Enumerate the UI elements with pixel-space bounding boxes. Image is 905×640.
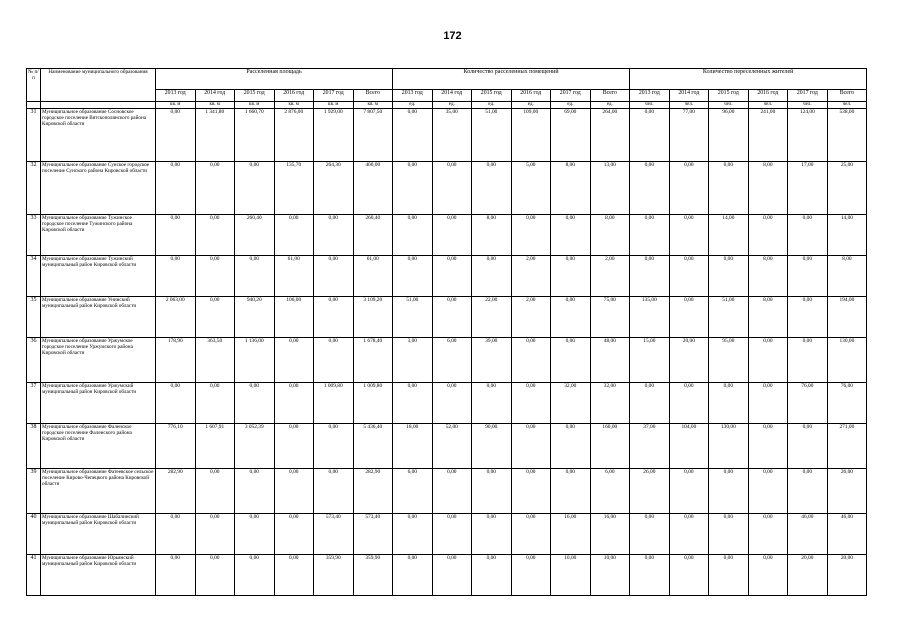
municipality-name: Муниципальное образование Тужинское городское поселение Тужинского района Кировской области xyxy=(41,215,156,256)
value-cell: 0,00 xyxy=(669,215,709,256)
year-header: 2015 год xyxy=(709,90,749,102)
value-cell: 0,00 xyxy=(709,469,749,514)
value-cell: 1 136,00 xyxy=(235,338,275,383)
table-row xyxy=(27,469,867,514)
value-cell: 0,00 xyxy=(195,215,235,256)
value-cell: 0,00 xyxy=(156,514,196,555)
value-cell: 3 109,20 xyxy=(353,297,393,338)
value-cell: 0,00 xyxy=(788,256,828,297)
value-cell: 0,00 xyxy=(235,514,275,555)
value-cell: 130,00 xyxy=(709,424,749,469)
value-cell: 2,00 xyxy=(511,297,551,338)
value-cell: 8,00 xyxy=(472,215,512,256)
value-cell: 25,00 xyxy=(827,162,867,215)
value-cell: 0,00 xyxy=(511,555,551,596)
unit-header: чел. xyxy=(788,102,828,109)
value-cell: 0,00 xyxy=(393,215,433,256)
value-cell: 16,00 xyxy=(590,514,630,555)
year-header: Всего xyxy=(353,90,393,102)
municipality-name: Муниципальное образование Уржумское городское поселение Уржумского района Кировской области xyxy=(41,338,156,383)
value-cell: 0,00 xyxy=(630,215,670,256)
value-cell: 0,00 xyxy=(235,383,275,424)
value-cell: 0,00 xyxy=(551,215,591,256)
row-number: 32 xyxy=(27,162,41,215)
value-cell: 363,50 xyxy=(195,338,235,383)
municipality-name: Муниципальное образование Тужинский муниципальный район Кировской области xyxy=(41,256,156,297)
value-cell: 0,00 xyxy=(511,338,551,383)
value-cell: 0,00 xyxy=(472,383,512,424)
value-cell: 3,00 xyxy=(393,338,433,383)
value-cell: 37,00 xyxy=(630,424,670,469)
value-cell: 5,00 xyxy=(511,162,551,215)
value-cell: 0,00 xyxy=(432,514,472,555)
value-cell: 0,00 xyxy=(709,514,749,555)
number-column-header: № п/п xyxy=(27,69,41,102)
value-cell: 135,70 xyxy=(274,162,314,215)
value-cell: 1 009,80 xyxy=(353,383,393,424)
year-header: 2013 год xyxy=(156,90,196,102)
year-header: 2016 год xyxy=(511,90,551,102)
unit-header-empty xyxy=(27,102,41,109)
value-cell: 0,00 xyxy=(669,256,709,297)
municipality-name: Муниципальное образование Фаленское городское поселение Фаленского района Кировской области xyxy=(41,424,156,469)
row-number: 39 xyxy=(27,469,41,514)
value-cell: 0,00 xyxy=(788,338,828,383)
municipality-name: Муниципальное образование Юрьянский муниципальный район Кировской области xyxy=(41,555,156,596)
value-cell: 0,00 xyxy=(314,256,354,297)
value-cell: 14,00 xyxy=(709,215,749,256)
value-cell: 6,00 xyxy=(393,469,433,514)
value-cell: 0,00 xyxy=(709,555,749,596)
row-number: 41 xyxy=(27,555,41,596)
value-cell: 0,00 xyxy=(472,256,512,297)
value-cell: 0,00 xyxy=(274,338,314,383)
value-cell: 20,00 xyxy=(788,555,828,596)
value-cell: 0,00 xyxy=(156,555,196,596)
value-cell: 20,00 xyxy=(827,555,867,596)
value-cell: 8,00 xyxy=(590,215,630,256)
value-cell: 96,00 xyxy=(709,109,749,162)
value-cell: 10,00 xyxy=(551,555,591,596)
value-cell: 0,00 xyxy=(156,215,196,256)
municipality-name: Муниципальное образование Сосновское городское поселение Вятскополянского района Кировской области xyxy=(41,109,156,162)
value-cell: 0,00 xyxy=(788,424,828,469)
year-header: 2013 год xyxy=(630,90,670,102)
value-cell: 17,00 xyxy=(788,162,828,215)
value-cell: 0,00 xyxy=(393,555,433,596)
row-number: 38 xyxy=(27,424,41,469)
unit-header-empty xyxy=(41,102,156,109)
municipality-name: Муниципальное образование Уржумский муниципальный район Кировской области xyxy=(41,383,156,424)
year-header: 2015 год xyxy=(235,90,275,102)
table-row xyxy=(27,514,867,555)
value-cell: 18,00 xyxy=(393,424,433,469)
value-cell: 0,00 xyxy=(432,469,472,514)
table-row xyxy=(27,215,867,256)
value-cell: 0,00 xyxy=(314,424,354,469)
unit-header: ед. xyxy=(472,102,512,109)
value-cell: 359,90 xyxy=(314,555,354,596)
value-cell: 0,00 xyxy=(748,514,788,555)
unit-header: ед. xyxy=(393,102,433,109)
value-cell: 0,00 xyxy=(432,383,472,424)
value-cell: 0,00 xyxy=(669,162,709,215)
value-cell: 0,00 xyxy=(195,469,235,514)
value-cell: 0,00 xyxy=(511,469,551,514)
unit-header: кв. м xyxy=(314,102,354,109)
page-number: 172 xyxy=(443,30,462,42)
value-cell: 51,00 xyxy=(472,109,512,162)
year-header: 2015 год xyxy=(472,90,512,102)
row-number: 34 xyxy=(27,256,41,297)
year-header: 2014 год xyxy=(432,90,472,102)
unit-header: ед. xyxy=(551,102,591,109)
value-cell: 400,00 xyxy=(353,162,393,215)
year-header: 2017 год xyxy=(551,90,591,102)
value-cell: 0,00 xyxy=(669,383,709,424)
value-cell: 1 009,80 xyxy=(314,383,354,424)
value-cell: 90,00 xyxy=(472,424,512,469)
row-number: 33 xyxy=(27,215,41,256)
value-cell: 0,00 xyxy=(195,162,235,215)
row-number: 35 xyxy=(27,297,41,338)
value-cell: 124,00 xyxy=(788,109,828,162)
value-cell: 0,00 xyxy=(551,424,591,469)
value-cell: 1 607,91 xyxy=(195,424,235,469)
value-cell: 8,00 xyxy=(827,256,867,297)
value-cell: 0,00 xyxy=(432,297,472,338)
table-row xyxy=(27,555,867,596)
value-cell: 2 063,00 xyxy=(156,297,196,338)
table-row xyxy=(27,109,867,162)
value-cell: 69,00 xyxy=(551,109,591,162)
value-cell: 0,00 xyxy=(432,162,472,215)
value-cell: 0,00 xyxy=(551,256,591,297)
value-cell: 0,00 xyxy=(235,162,275,215)
year-header: 2017 год xyxy=(788,90,828,102)
unit-header: кв. м xyxy=(274,102,314,109)
group-header-row xyxy=(27,69,867,90)
value-cell: 2,00 xyxy=(511,256,551,297)
value-cell: 2,00 xyxy=(590,256,630,297)
value-cell: 1 929,00 xyxy=(314,109,354,162)
value-cell: 0,00 xyxy=(630,514,670,555)
name-column-header: Наименование муниципального образования xyxy=(41,69,156,102)
value-cell: 0,00 xyxy=(511,514,551,555)
unit-header-row xyxy=(27,102,867,109)
value-cell: 0,00 xyxy=(393,109,433,162)
value-cell: 0,00 xyxy=(788,215,828,256)
value-cell: 0,00 xyxy=(235,256,275,297)
value-cell: 0,00 xyxy=(156,109,196,162)
value-cell: 194,00 xyxy=(827,297,867,338)
value-cell: 0,00 xyxy=(274,555,314,596)
value-cell: 0,00 xyxy=(748,338,788,383)
unit-header: ед. xyxy=(590,102,630,109)
value-cell: 282,90 xyxy=(353,469,393,514)
resettlement-table xyxy=(26,68,867,596)
value-cell: 10,00 xyxy=(590,555,630,596)
value-cell: 573,40 xyxy=(314,514,354,555)
value-cell: 264,00 xyxy=(590,109,630,162)
year-header: 2017 год xyxy=(314,90,354,102)
value-cell: 106,00 xyxy=(274,297,314,338)
value-cell: 26,00 xyxy=(630,469,670,514)
value-cell: 0,00 xyxy=(630,256,670,297)
row-number: 36 xyxy=(27,338,41,383)
row-number: 37 xyxy=(27,383,41,424)
year-header: Всего xyxy=(827,90,867,102)
value-cell: 0,00 xyxy=(630,162,670,215)
year-header: 2016 год xyxy=(274,90,314,102)
value-cell: 0,00 xyxy=(274,469,314,514)
year-header: 2013 год xyxy=(393,90,433,102)
value-cell: 48,00 xyxy=(590,338,630,383)
value-cell: 0,00 xyxy=(511,424,551,469)
value-cell: 8,00 xyxy=(748,162,788,215)
unit-header: кв. м xyxy=(195,102,235,109)
value-cell: 0,00 xyxy=(472,555,512,596)
value-cell: 0,00 xyxy=(432,215,472,256)
value-cell: 0,00 xyxy=(748,469,788,514)
value-cell: 264,30 xyxy=(314,162,354,215)
value-cell: 26,00 xyxy=(827,469,867,514)
value-cell: 61,00 xyxy=(353,256,393,297)
value-cell: 271,00 xyxy=(827,424,867,469)
value-cell: 0,00 xyxy=(274,514,314,555)
value-cell: 0,00 xyxy=(314,338,354,383)
value-cell: 241,00 xyxy=(748,109,788,162)
value-cell: 76,00 xyxy=(788,383,828,424)
value-cell: 32,00 xyxy=(590,383,630,424)
value-cell: 0,00 xyxy=(156,256,196,297)
value-cell: 32,00 xyxy=(551,383,591,424)
value-cell: 776,10 xyxy=(156,424,196,469)
value-cell: 573,40 xyxy=(353,514,393,555)
year-header: 2014 год xyxy=(669,90,709,102)
value-cell: 0,00 xyxy=(630,555,670,596)
value-cell: 109,00 xyxy=(511,109,551,162)
municipality-name: Муниципальное образование Фатеевское сельское поселение Кирово-Чепецкого района Кировской области xyxy=(41,469,156,514)
value-cell: 8,00 xyxy=(748,256,788,297)
value-cell: 0,00 xyxy=(788,469,828,514)
value-cell: 178,90 xyxy=(156,338,196,383)
value-cell: 22,00 xyxy=(472,297,512,338)
value-cell: 1 678,40 xyxy=(353,338,393,383)
unit-header: чел. xyxy=(827,102,867,109)
value-cell: 52,00 xyxy=(432,424,472,469)
unit-header: чел. xyxy=(709,102,749,109)
group-header-premises: Количество расселенных помещений xyxy=(393,69,630,90)
value-cell: 0,00 xyxy=(709,162,749,215)
value-cell: 0,00 xyxy=(630,383,670,424)
value-cell: 0,00 xyxy=(156,383,196,424)
value-cell: 20,00 xyxy=(669,338,709,383)
value-cell: 0,00 xyxy=(788,297,828,338)
group-header-residents: Количество переселенных жителей xyxy=(630,69,867,90)
value-cell: 3 052,39 xyxy=(235,424,275,469)
unit-header: чел. xyxy=(630,102,670,109)
value-cell: 0,00 xyxy=(551,297,591,338)
value-cell: 282,90 xyxy=(156,469,196,514)
value-cell: 0,00 xyxy=(511,383,551,424)
value-cell: 0,00 xyxy=(195,514,235,555)
value-cell: 160,00 xyxy=(590,424,630,469)
value-cell: 940,20 xyxy=(235,297,275,338)
value-cell: 0,00 xyxy=(314,215,354,256)
value-cell: 35,00 xyxy=(432,109,472,162)
value-cell: 95,00 xyxy=(709,338,749,383)
unit-header: кв. м xyxy=(353,102,393,109)
value-cell: 0,00 xyxy=(314,469,354,514)
value-cell: 0,00 xyxy=(314,297,354,338)
value-cell: 0,00 xyxy=(274,215,314,256)
value-cell: 0,00 xyxy=(274,424,314,469)
value-cell: 260,40 xyxy=(353,215,393,256)
value-cell: 130,00 xyxy=(827,338,867,383)
value-cell: 0,00 xyxy=(195,256,235,297)
row-number: 31 xyxy=(27,109,41,162)
year-header: 2014 год xyxy=(195,90,235,102)
value-cell: 0,00 xyxy=(393,162,433,215)
value-cell: 46,00 xyxy=(788,514,828,555)
unit-header: кв. м xyxy=(156,102,196,109)
value-cell: 0,00 xyxy=(472,469,512,514)
value-cell: 39,00 xyxy=(472,338,512,383)
value-cell: 16,00 xyxy=(551,514,591,555)
value-cell: 0,00 xyxy=(748,555,788,596)
value-cell: 6,00 xyxy=(590,469,630,514)
municipality-name: Муниципальное образование Шабалинский муниципальный район Кировской области xyxy=(41,514,156,555)
value-cell: 0,00 xyxy=(748,215,788,256)
table-row xyxy=(27,256,867,297)
value-cell: 0,00 xyxy=(432,256,472,297)
row-number: 40 xyxy=(27,514,41,555)
value-cell: 538,00 xyxy=(827,109,867,162)
year-header: Всего xyxy=(590,90,630,102)
unit-header: чел. xyxy=(748,102,788,109)
value-cell: 0,00 xyxy=(551,469,591,514)
value-cell: 51,00 xyxy=(393,297,433,338)
value-cell: 0,00 xyxy=(511,215,551,256)
value-cell: 6,00 xyxy=(432,338,472,383)
value-cell: 0,00 xyxy=(195,297,235,338)
value-cell: 0,00 xyxy=(393,514,433,555)
municipality-name: Муниципальное образование Сунское городское поселение Сунского района Кировской области xyxy=(41,162,156,215)
table-row xyxy=(27,338,867,383)
value-cell: 0,00 xyxy=(748,424,788,469)
value-cell: 7 807,50 xyxy=(353,109,393,162)
value-cell: 0,00 xyxy=(472,162,512,215)
value-cell: 0,00 xyxy=(709,383,749,424)
value-cell: 0,00 xyxy=(669,555,709,596)
value-cell: 0,00 xyxy=(630,109,670,162)
value-cell: 0,00 xyxy=(393,383,433,424)
value-cell: 0,00 xyxy=(393,256,433,297)
value-cell: 14,00 xyxy=(827,215,867,256)
value-cell: 1 660,70 xyxy=(235,109,275,162)
value-cell: 46,00 xyxy=(827,514,867,555)
unit-header: ед. xyxy=(432,102,472,109)
table-row xyxy=(27,383,867,424)
municipality-name: Муниципальное образование Унинский муниципальный район Кировской области xyxy=(41,297,156,338)
value-cell: 359,90 xyxy=(353,555,393,596)
unit-header: чел. xyxy=(669,102,709,109)
value-cell: 260,40 xyxy=(235,215,275,256)
unit-header: кв. м xyxy=(235,102,275,109)
year-header: 2016 год xyxy=(748,90,788,102)
value-cell: 0,00 xyxy=(274,383,314,424)
value-cell: 0,00 xyxy=(432,555,472,596)
value-cell: 0,00 xyxy=(551,338,591,383)
value-cell: 0,00 xyxy=(748,383,788,424)
value-cell: 0,00 xyxy=(709,256,749,297)
table-row xyxy=(27,162,867,215)
value-cell: 0,00 xyxy=(195,555,235,596)
table-body xyxy=(27,109,867,596)
value-cell: 51,00 xyxy=(709,297,749,338)
value-cell: 135,00 xyxy=(630,297,670,338)
unit-header: ед. xyxy=(511,102,551,109)
value-cell: 0,00 xyxy=(472,514,512,555)
table-row xyxy=(27,424,867,469)
value-cell: 1 341,80 xyxy=(195,109,235,162)
table-row xyxy=(27,297,867,338)
value-cell: 61,00 xyxy=(274,256,314,297)
value-cell: 5 436,40 xyxy=(353,424,393,469)
value-cell: 0,00 xyxy=(156,162,196,215)
value-cell: 0,00 xyxy=(669,514,709,555)
value-cell: 15,00 xyxy=(630,338,670,383)
value-cell: 13,00 xyxy=(590,162,630,215)
value-cell: 0,00 xyxy=(669,469,709,514)
value-cell: 104,00 xyxy=(669,424,709,469)
value-cell: 0,00 xyxy=(669,297,709,338)
value-cell: 0,00 xyxy=(235,555,275,596)
value-cell: 0,00 xyxy=(195,383,235,424)
group-header-area: Расселенная площадь xyxy=(156,69,393,90)
value-cell: 76,00 xyxy=(827,383,867,424)
value-cell: 75,00 xyxy=(590,297,630,338)
value-cell: 0,00 xyxy=(235,469,275,514)
value-cell: 8,00 xyxy=(551,162,591,215)
value-cell: 8,00 xyxy=(748,297,788,338)
value-cell: 77,00 xyxy=(669,109,709,162)
value-cell: 2 876,00 xyxy=(274,109,314,162)
